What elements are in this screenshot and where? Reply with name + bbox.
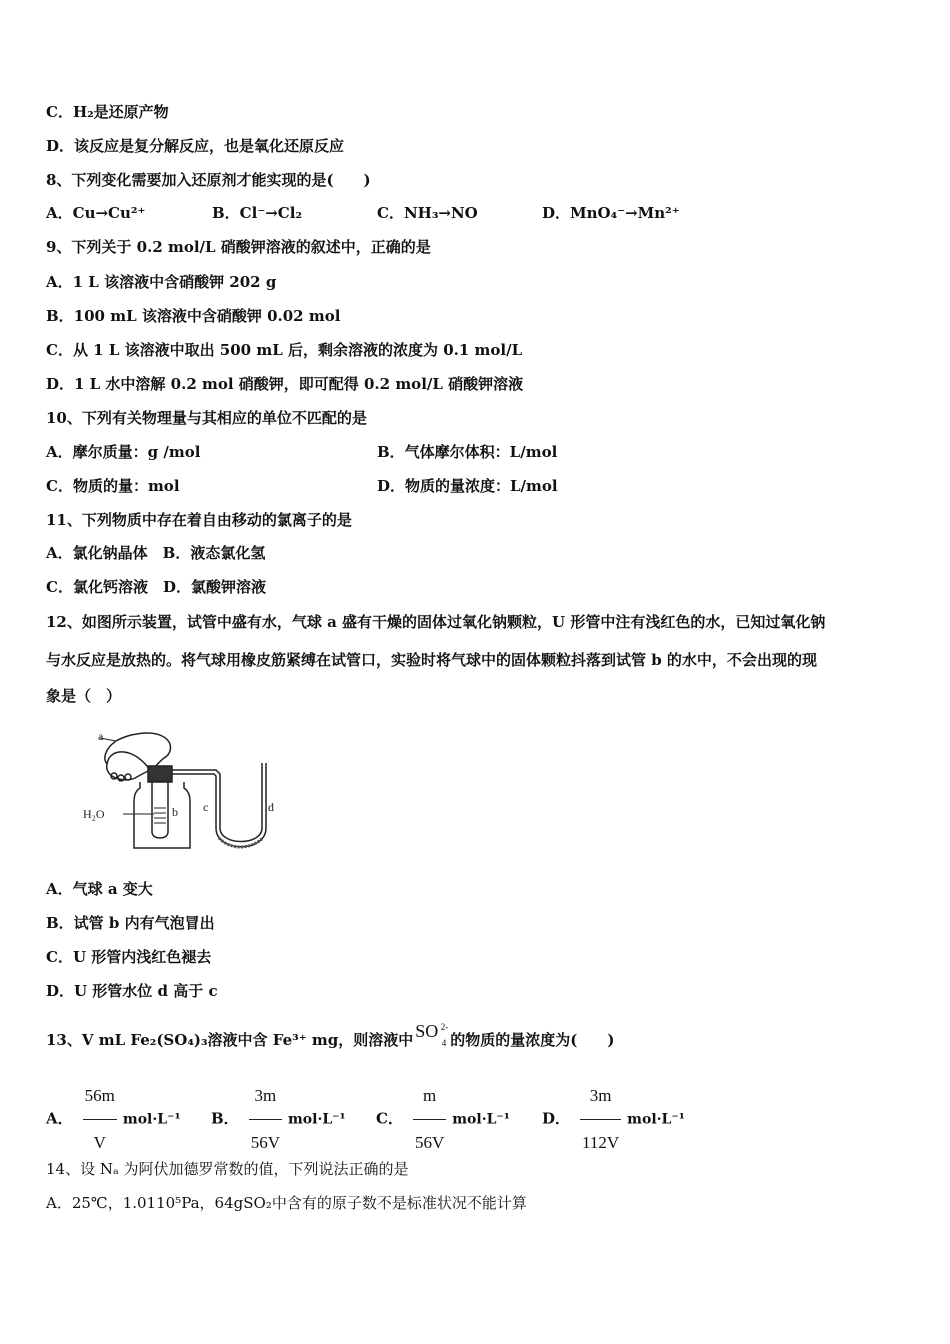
q13-stem-post: 的物质的量浓度为( ) xyxy=(450,1031,615,1049)
q10-options-ab xyxy=(46,442,557,462)
sulfate-ion: SO 2- 4 xyxy=(415,1021,449,1048)
q12-stem-line3: 象是（ ） xyxy=(46,687,122,705)
balloon-a xyxy=(107,752,150,780)
q13-option-b: B． $\frac{3m}{56V}$ mol·L⁻¹ xyxy=(211,1086,346,1152)
q14-option-a: A．25℃，1.0110⁵Pa，64gSO₂中含有的原子数不是标准状况不能计算 xyxy=(46,1194,527,1212)
q10-options-cd xyxy=(46,476,558,496)
q12-option-a: A．气球 a 变大 xyxy=(46,880,153,898)
q12-option-b: B．试管 b 内有气泡冒出 xyxy=(46,914,215,932)
test-tube-b xyxy=(152,782,168,838)
q9-stem: 9、下列关于 0.2 mol/L 硝酸钾溶液的叙述中，正确的是 xyxy=(46,238,431,256)
q10-stem: 10、下列有关物理量与其相应的单位不匹配的是 xyxy=(46,409,367,427)
label-a: a xyxy=(98,729,104,743)
q13-option-c: C． $\frac{m}{56V}$ mol·L⁻¹ xyxy=(376,1086,510,1152)
label-water: H₂O xyxy=(83,807,105,821)
q13-stem xyxy=(46,1021,615,1050)
delivery-tube xyxy=(172,770,220,828)
q9-option-c: C．从 1 L 该溶液中取出 500 mL 后，剩余溶液的浓度为 0.1 mol/L xyxy=(46,341,523,359)
q10-option-a: A．摩尔质量：g /mol xyxy=(46,443,201,461)
q7-option-c: C．H₂是还原产物 xyxy=(46,103,169,121)
q8-option-c: C．NH₃→NO xyxy=(377,204,478,222)
q10-option-b: B．气体摩尔体积：L/mol xyxy=(377,443,558,461)
q11-options-ab: A．氯化钠晶体 B．液态氯化氢 xyxy=(46,544,266,562)
q8-option-d: D．MnO₄⁻→Mn²⁺ xyxy=(542,204,680,222)
q8-stem: 8、下列变化需要加入还原剂才能实现的是( ) xyxy=(46,171,371,189)
label-d: d xyxy=(268,800,274,814)
apparatus-figure xyxy=(80,728,280,856)
q9-option-b: B．100 mL 该溶液中含硝酸钾 0.02 mol xyxy=(46,307,341,325)
q13-option-a: A． $\frac{56m}{V}$ mol·L⁻¹ xyxy=(46,1086,181,1152)
q12-option-d: D．U 形管水位 d 高于 c xyxy=(46,982,218,1000)
q14-stem: 14、设 Nₐ 为阿伏加德罗常数的值，下列说法正确的是 xyxy=(46,1160,409,1178)
q9-option-d: D．1 L 水中溶解 0.2 mol 硝酸钾，即可配得 0.2 mol/L 硝酸钾溶液 xyxy=(46,375,524,393)
q7-option-d: D．该反应是复分解反应，也是氧化还原反应 xyxy=(46,137,345,155)
q11-stem: 11、下列物质中存在着自由移动的氯离子的是 xyxy=(46,511,352,529)
label-c: c xyxy=(203,800,209,814)
q10-option-c: C．物质的量：mol xyxy=(46,477,180,495)
q12-option-c: C．U 形管内浅红色褪去 xyxy=(46,948,212,966)
q9-option-a: A．1 L 该溶液中含硝酸钾 202 g xyxy=(46,273,277,291)
label-b: b xyxy=(172,805,178,819)
q10-option-d: D．物质的量浓度：L/mol xyxy=(377,477,558,495)
q8-options xyxy=(46,203,680,223)
q8-option-b: B．Cl⁻→Cl₂ xyxy=(212,204,303,222)
u-tube xyxy=(216,763,266,847)
q8-option-a: A．Cu→Cu²⁺ xyxy=(46,204,146,222)
q12-stem-line2: 与水反应是放热的。将气球用橡皮筋紧缚在试管口，实验时将气球中的固体颗粒抖落到试管 b 的水中，不会出现的现 xyxy=(46,651,817,669)
q13-options xyxy=(46,1074,685,1165)
q12-stem-line1: 12、如图所示装置，试管中盛有水，气球 a 盛有干燥的固体过氧化钠颗粒，U 形管中注有浅红色的水，已知过氧化钠 xyxy=(46,613,826,631)
q11-options-cd: C．氯化钙溶液 D．氯酸钾溶液 xyxy=(46,578,266,596)
q13-stem-pre: 13、V mL Fe₂(SO₄)₃溶液中含 Fe³⁺ mg，则溶液中 xyxy=(46,1031,414,1049)
q13-option-d: D． $\frac{3m}{112V}$ mol·L⁻¹ xyxy=(542,1086,685,1152)
